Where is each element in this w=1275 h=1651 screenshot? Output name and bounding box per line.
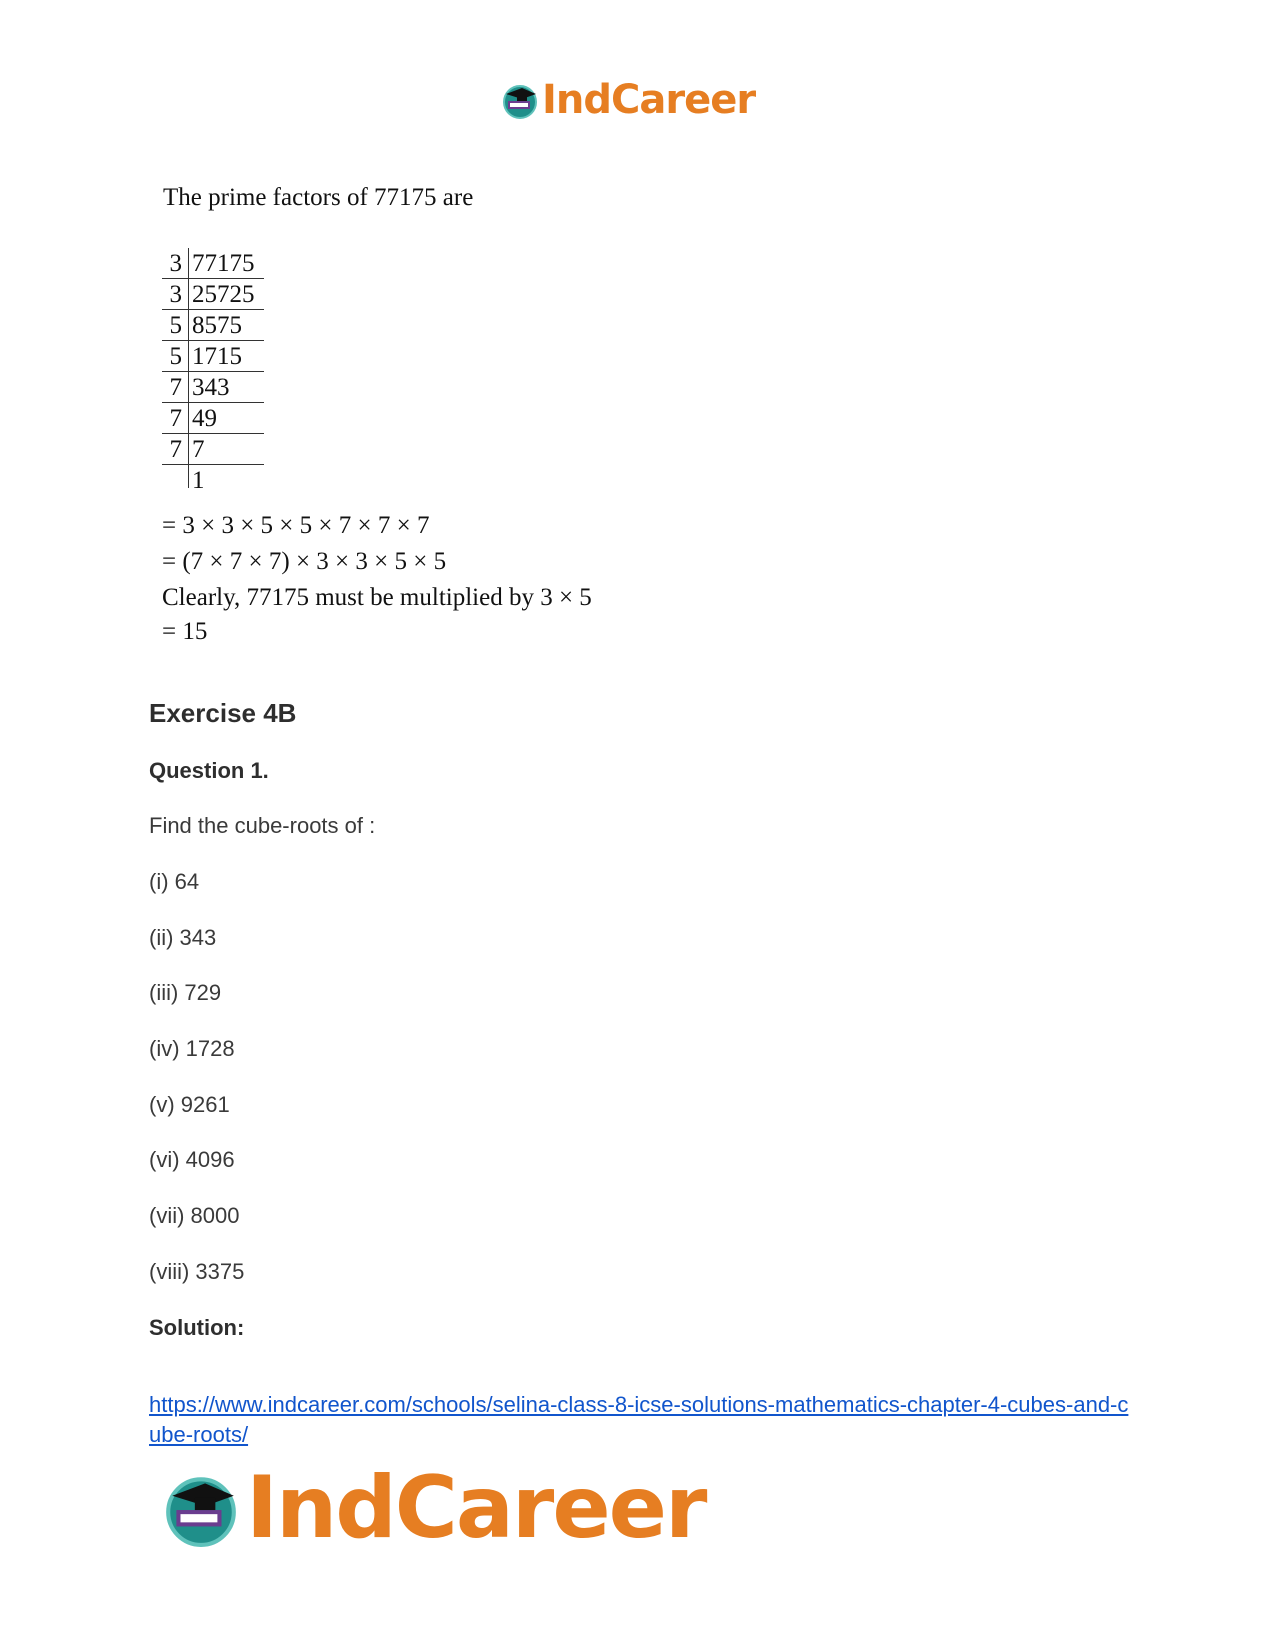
question-prompt: Find the cube-roots of :: [149, 813, 376, 838]
quotient: 49: [192, 405, 217, 432]
divisor: 7: [169, 436, 182, 463]
quotient: 77175: [192, 250, 255, 277]
list-item: (viii) 3375: [149, 1259, 245, 1284]
scan-line-4: = 15: [162, 618, 208, 645]
division-row: [162, 341, 264, 372]
footer-logo: [160, 1458, 706, 1558]
scan-line-3: Clearly, 77175 must be multiplied by 3 × 5: [162, 584, 592, 611]
divisor: 7: [169, 374, 182, 401]
header-logo: [500, 77, 756, 123]
quotient: 8575: [192, 312, 242, 339]
scan-line-1: = 3 × 3 × 5 × 5 × 7 × 7 × 7: [162, 512, 430, 539]
quotient: 25725: [192, 281, 255, 308]
division-row: [162, 403, 264, 434]
division-row: [162, 310, 264, 341]
division-row: [162, 372, 264, 403]
exercise-heading: Exercise 4B: [149, 698, 297, 728]
divisor: 5: [169, 312, 182, 339]
quotient: 343: [192, 374, 230, 401]
solution-label: Solution:: [149, 1315, 245, 1340]
list-item: (i) 64: [149, 869, 200, 894]
divisor: 3: [169, 281, 182, 308]
division-ladder: [162, 248, 264, 495]
division-row: [162, 279, 264, 310]
list-item: (ii) 343: [149, 925, 217, 950]
division-row: [162, 465, 264, 495]
list-item: (vi) 4096: [149, 1147, 235, 1172]
divisor: 7: [169, 405, 182, 432]
divisor: 3: [169, 250, 182, 277]
list-item: (vii) 8000: [149, 1203, 240, 1228]
divisor: 5: [169, 343, 182, 370]
scan-line-2: = (7 × 7 × 7) × 3 × 3 × 5 × 5: [162, 548, 447, 575]
logo-text: IndCareer: [542, 77, 756, 123]
division-row: [162, 434, 264, 465]
quotient: 1715: [192, 343, 242, 370]
list-item: (v) 9261: [149, 1092, 230, 1117]
quotient: 1: [192, 467, 205, 494]
scan-intro-text: The prime factors of 77175 are: [163, 184, 474, 211]
division-row: [162, 248, 264, 279]
quotient: 7: [192, 436, 205, 463]
logo-text: IndCareer: [246, 1458, 706, 1558]
solution-link[interactable]: https://www.indcareer.com/schools/selina-class-8-icse-solutions-mathematics-chapter-4-cubes-and-cube-roots/: [149, 1392, 1129, 1447]
list-item: (iii) 729: [149, 980, 222, 1005]
question-label: Question 1.: [149, 758, 269, 783]
graduation-cap-globe-icon: [500, 80, 540, 120]
graduation-cap-globe-icon: [160, 1467, 242, 1549]
list-item: (iv) 1728: [149, 1036, 235, 1061]
